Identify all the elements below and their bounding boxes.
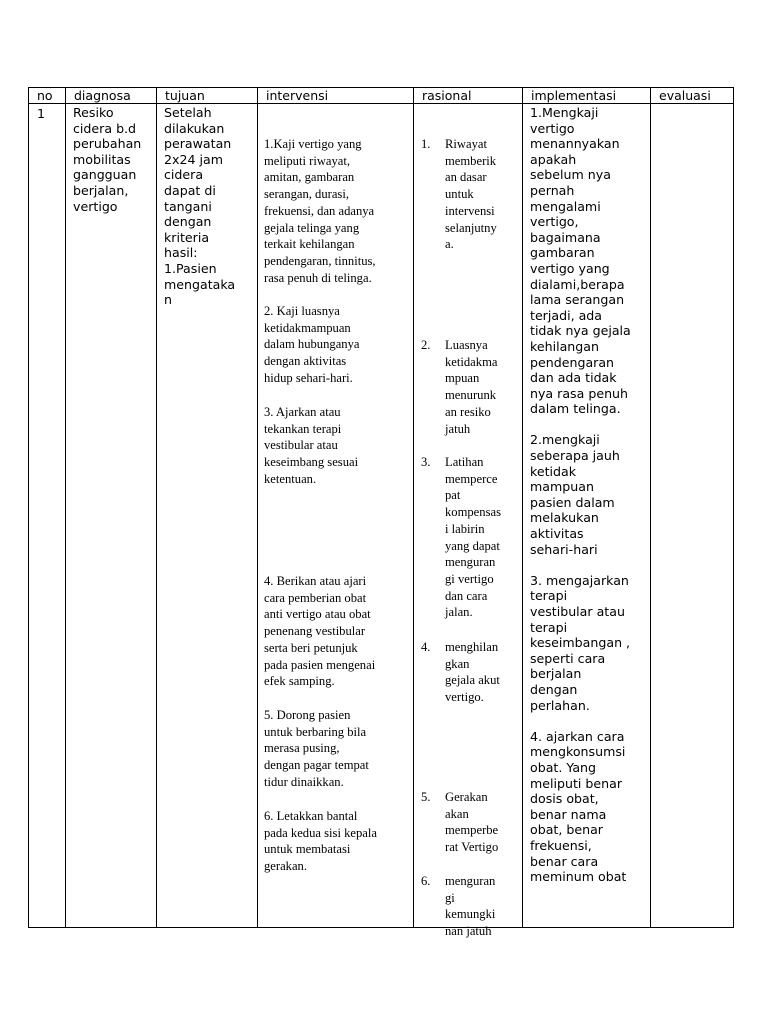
- rasional-number-5: 5.: [421, 790, 431, 804]
- header-evaluasi: evaluasi: [651, 88, 734, 104]
- cell-rasional: [414, 104, 523, 939]
- intervensi-item-4: 4. Berikan atau ajari cara pemberian obat anti vertigo atau obat penenang vestibular serta beri petunjuk pada pasien mengenai efek samping.: [264, 574, 376, 689]
- intervensi-item-5: 5. Dorong pasien untuk berbaring bila merasa pusing, dengan pagar tempat tidur dinaikkan.: [264, 708, 369, 789]
- rasional-item-1: Riwayat memberik an dasar untuk intervensi selanjutny a.: [445, 137, 497, 252]
- rasional-item-4: menghilan gkan gejala akut vertigo.: [445, 640, 500, 705]
- header-implementasi: implementasi: [523, 88, 651, 104]
- header-diagnosa: diagnosa: [66, 88, 157, 104]
- header-row: [29, 88, 734, 104]
- rasional-number-6: 6.: [421, 874, 431, 888]
- nursing-care-plan-table: [28, 87, 734, 939]
- implementasi-text: 1.Mengkaji vertigo menannyakan apakah sebelum nya pernah mengalami vertigo, bagaimana gambaran vertigo yang dialami,berapa lama serangan terjadi, ada tidak nya gejala kehilangan pendengaran dan ada tidak nya rasa penuh dalam telinga. 2.mengkaji seberapa jauh ketidak mampuan pasien dalam melakukan aktivitas sehari-hari 3. mengajarkan terapi vestibular atau terapi keseimbangan , seperti cara berjalan dengan perlahan. 4. ajarkan cara mengkonsumsi obat. Yang meliputi benar dosis obat, benar nama obat, benar frekuensi, benar cara meminum obat: [530, 105, 631, 885]
- header-intervensi: intervensi: [258, 88, 414, 104]
- diagnosa-text: Resiko cidera b.d perubahan mobilitas gangguan berjalan, vertigo: [73, 105, 142, 214]
- cell-tujuan: [157, 104, 258, 928]
- rasional-item-6: menguran gi kemungki nan jatuh: [445, 874, 496, 939]
- cell-evaluasi: [651, 104, 734, 928]
- intervensi-item-6: 6. Letakkan bantal pada kedua sisi kepala untuk membatasi gerakan.: [264, 809, 377, 874]
- tujuan-text: Setelah dilakukan perawatan 2x24 jam cidera dapat di tangani dengan kriteria hasil: 1.Pasien mengataka n: [164, 105, 236, 308]
- rasional-number-4: 4.: [421, 640, 431, 654]
- rasional-number-2: 2.: [421, 338, 431, 352]
- header-no: no: [29, 88, 66, 104]
- table-row: [29, 104, 734, 928]
- header-rasional: rasional: [414, 88, 523, 104]
- rasional-item-2: Luasnya ketidakma mpuan menurunk an resiko jatuh: [445, 338, 498, 436]
- intervensi-item-2: 2. Kaji luasnya ketidakmampuan dalam hubunganya dengan aktivitas hidup sehari-hari.: [264, 304, 360, 385]
- cell-implementasi: [523, 104, 651, 928]
- cell-intervensi: [258, 104, 414, 928]
- intervensi-item-3: 3. Ajarkan atau tekankan terapi vestibular atau keseimbang sesuai ketentuan.: [264, 405, 359, 486]
- rasional-number-1: 1.: [421, 137, 431, 151]
- intervensi-item-1: 1.Kaji vertigo yang meliputi riwayat, amitan, gambaran serangan, durasi, frekuensi, dan adanya gejala telinga yang terkait kehilangan pendengaran, tinnitus, rasa penuh di telinga.: [264, 137, 376, 285]
- row-number: 1: [37, 106, 46, 121]
- cell-diagnosa: [66, 104, 157, 928]
- rasional-item-5: Gerakan akan memperbe rat Vertigo: [445, 790, 499, 855]
- rasional-item-3: Latihan memperce pat kompensas i labirin yang dapat menguran gi vertigo dan cara jalan.: [445, 455, 501, 620]
- header-tujuan: tujuan: [157, 88, 258, 104]
- cell-no: [29, 104, 66, 928]
- rasional-number-3: 3.: [421, 455, 431, 469]
